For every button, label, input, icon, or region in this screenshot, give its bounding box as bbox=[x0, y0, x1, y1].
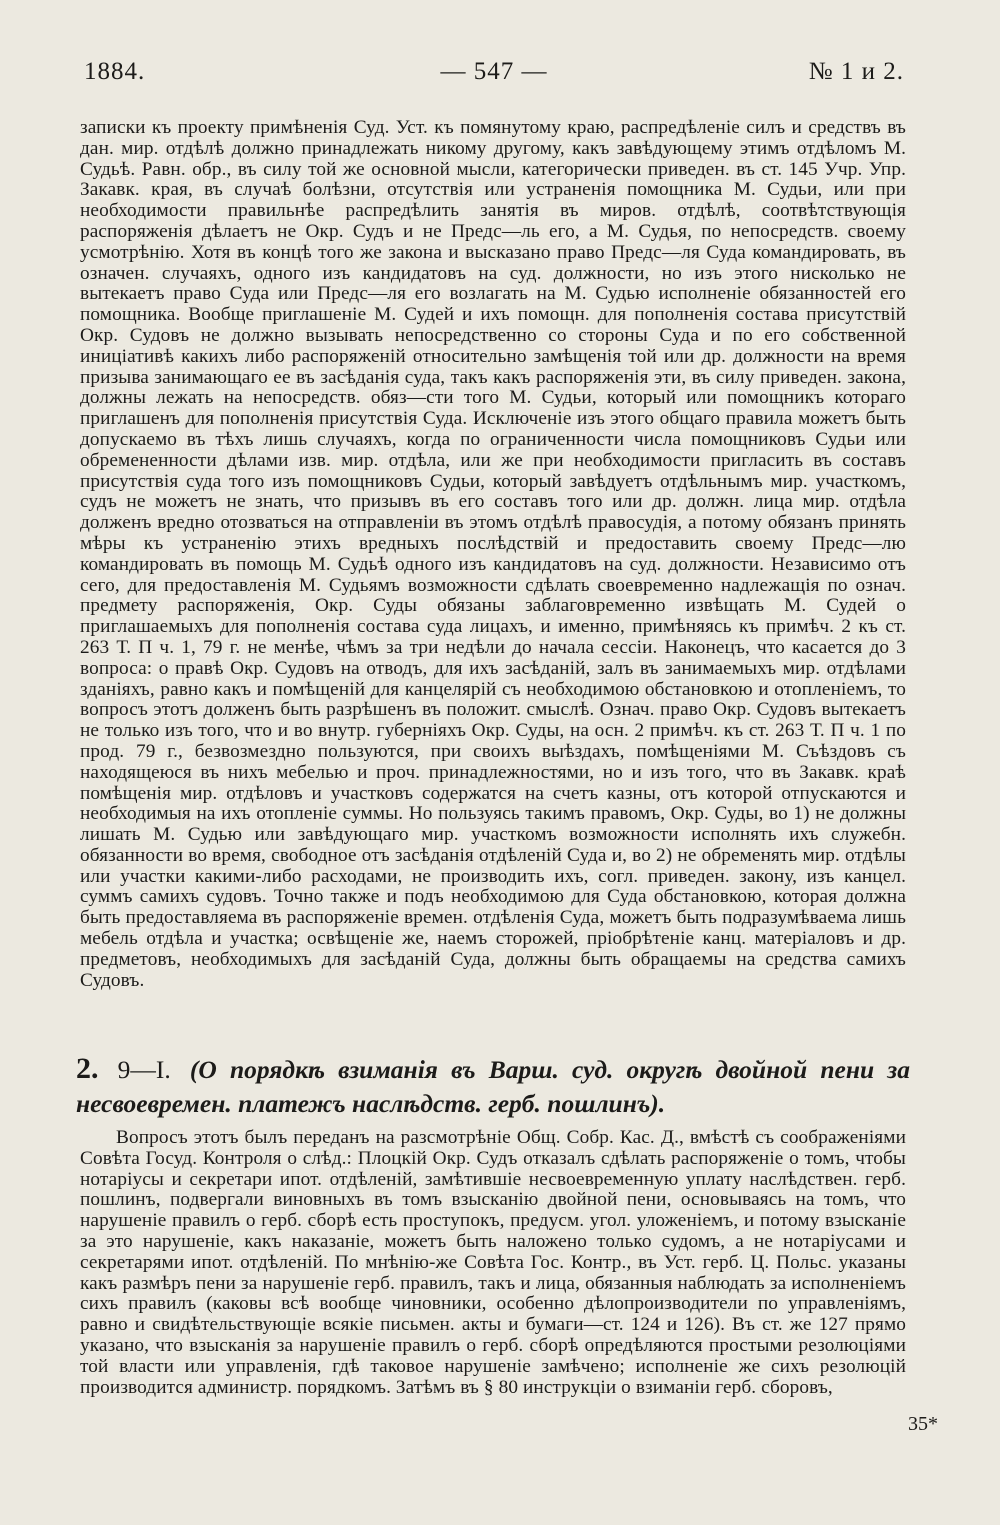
body-paragraph-1: записки къ проекту примѣненія Суд. Уст. къ помянутому краю, распредѣленіе силъ и средствъ въ дан. мир. отдѣлѣ должно принадлежать никому другому, какъ завѣдующему этимъ отдѣломъ М. Судьѣ. Равн. обр., въ силу той же основной мысли, категорически приведен. въ ст. 145 Учр. Упр. Закавк. края, въ случаѣ болѣзни, отсутствія или устраненія помощника М. Судьи, или при необходимости правильнѣе распредѣлить занятія въ миров. отдѣлѣ, соотвѣтствующія распоряженія дѣлаетъ не Окр. Судъ и не Предс—ль его, а М. Судья, по непосредств. своему усмотрѣнію. Хотя въ концѣ того же закона и высказано право Предс—ля Суда командировать, въ означен. случаяхъ, одного изъ кандидатовъ на суд. должности, но изъ этого нисколько не вытекаетъ право Суда или Предс—ля его возлагать на М. Судью исполненіе обязанностей его помощника. Вообще приглашеніе М. Судей и ихъ помощн. для пополненія состава присутствій Окр. Судовъ не должно вызывать непосредственно со стороны Суда и по его собственной иниціативѣ какихъ либо распоряженій относительно замѣщенія той или др. должности на время призыва занимающаго ее въ засѣданія суда, такъ какъ распоряженія эти, въ силу приведен. закона, должны лежать на непосредств. обяз—сти того М. Судьи, который или помощникъ котораго приглашенъ для пополненія присутствія Суда. Исключеніе изъ этого общаго правила можетъ быть допускаемо въ тѣхъ лишь случаяхъ, когда по ограниченности числа помощниковъ Судьи или обремененности дѣлами изв. мир. отдѣла, или же при необходимости пригласить въ составъ присутствія суда того изъ помощниковъ Судьи, который завѣдуетъ отдѣльнымъ мир. участкомъ, судъ не можетъ не знать, что призывъ въ его составъ того или др. должн. лица мир. отдѣла долженъ вредно отозваться на отправленіи въ этомъ отдѣлѣ правосудія, а потому обязанъ принять мѣры къ устраненію этихъ вредныхъ послѣдствій и предоставить своему Предс—лю командировать въ помощь М. Судьѣ одного изъ кандидатовъ на суд. должности. Независимо отъ сего, для предоставленія М. Судьямъ возможности сдѣлать своевременно надлежащія по означ. предмету распоряженія, Окр. Суды обязаны заблаговременно извѣщать М. Судей о приглашаемыхъ для пополненія состава суда лицахъ, и именно, примѣняясь къ примѣч. 2 къ ст. 263 Т. П ч. 1, 79 г. не менѣе, чѣмъ за три недѣли до начала сессіи. Наконецъ, что касается до 3 вопроса: о правѣ Окр. Судовъ на отводъ, для ихъ засѣданій, залъ въ занимаемыхъ мир. отдѣлами зданіяхъ, равно какъ и помѣщеній для канцелярій съ необходимою обстановкою и отопленіемъ, то вопросъ этотъ долженъ быть разрѣшенъ въ положит. смыслѣ. Означ. право Окр. Судовъ вытекаетъ не только изъ того, что и во внутр. губерніяхъ Окр. Суды, на осн. 2 примѣч. къ ст. 263 Т. П ч. 1 по прод. 79 г., безвозмездно пользуются, при своихъ выѣздахъ, помѣщеніями М. Съѣздовъ съ находящеюся въ нихъ мебелью и проч. принадлежностями, но и изъ того, что въ Закавк. краѣ помѣщенія мир. отдѣловъ и участковъ содержатся на счетъ казны, отъ которой отпускаются и необходимыя на ихъ отопленіе суммы. Но пользуясь такимъ правомъ, Окр. Суды, во 1) не должны лишать М. Судью или завѣдующаго мир. участкомъ возможности исполнять ихъ служебн. обязанности во время, свободное отъ засѣданія отдѣленій Суда и, во 2) не обременять мир. отдѣлы или участки какими-либо расходами, не производить ихъ, согл. приведен. закону, изъ канцел. суммъ самихъ судовъ. Точно также и подъ необходимою для Суда обстановкою, которая должна быть предоставляема въ распоряженіе времен. отдѣленія Суда, можетъ быть подразумѣваема лишь мебель отдѣла и участка; освѣщеніе же, наемъ сторожей, пріобрѣтеніе канц. матеріаловъ и др. предметовъ, необходимыхъ для засѣданій Суда, должны быть обращаемы на средства самихъ Судовъ. bbox=[80, 117, 906, 991]
signature-mark: 35* bbox=[908, 1413, 938, 1435]
issue-number: № 1 и 2. bbox=[808, 58, 904, 85]
body-paragraph-2: Вопросъ этотъ былъ переданъ на разсмотрѣніе Общ. Собр. Кас. Д., вмѣстѣ съ соображеніями Совѣта Госуд. Контроля о слѣд.: Плоцкій Окр. Судъ отказалъ сдѣлать распоряженіе о томъ, чтобы нотаріусы и секретари ипот. отдѣленій, замѣтившіе несвоевременную уплату наслѣдствен. герб. пошлинъ, подвергали виновныхъ въ томъ взысканію двойной пени, основываясь на томъ, что нарушеніе правилъ о герб. сборѣ есть проступокъ, предусм. угол. уложеніемъ, и потому взысканіе за это нарушеніе, какъ наказаніе, можетъ быть наложено только судомъ, а не нотаріусами и секретарями ипот. отдѣленій. По мнѣнію-же Совѣта Гос. Контр., въ Уст. герб. Ц. Польс. указаны какъ размѣръ пени за нарушеніе герб. правилъ, такъ и лица, обязанныя наблюдать за исполненіемъ сихъ правилъ (каковы всѣ вообще чиновники, особенно дѣлопроизводители по управленіямъ, равно и свидѣтельствующіе всякіе письмен. акты и бумаги—ст. 124 и 126). Въ ст. же 127 прямо указано, что взысканія за нарушеніе правилъ о герб. сборѣ опредѣляются простыми резолюціями той власти или управленія, гдѣ таковое нарушеніе замѣчено; исполненіе же сихъ резолюцій производится администр. порядкомъ. Затѣмъ въ § 80 инструкціи о взиманіи герб. сборовъ, bbox=[80, 1127, 906, 1398]
page-header bbox=[84, 58, 904, 94]
section-date: 9—I. bbox=[117, 1055, 171, 1084]
section-number: 2. bbox=[76, 1052, 99, 1085]
section-title: (О порядкѣ взиманія въ Варш. суд. округѣ двойной пени за несвоевремен. платежъ наслѣдств. герб. пошлинъ). bbox=[76, 1055, 910, 1118]
section-heading bbox=[76, 1052, 910, 1121]
header-year: 1884. bbox=[84, 58, 146, 85]
page-number: — 547 — bbox=[440, 58, 548, 85]
